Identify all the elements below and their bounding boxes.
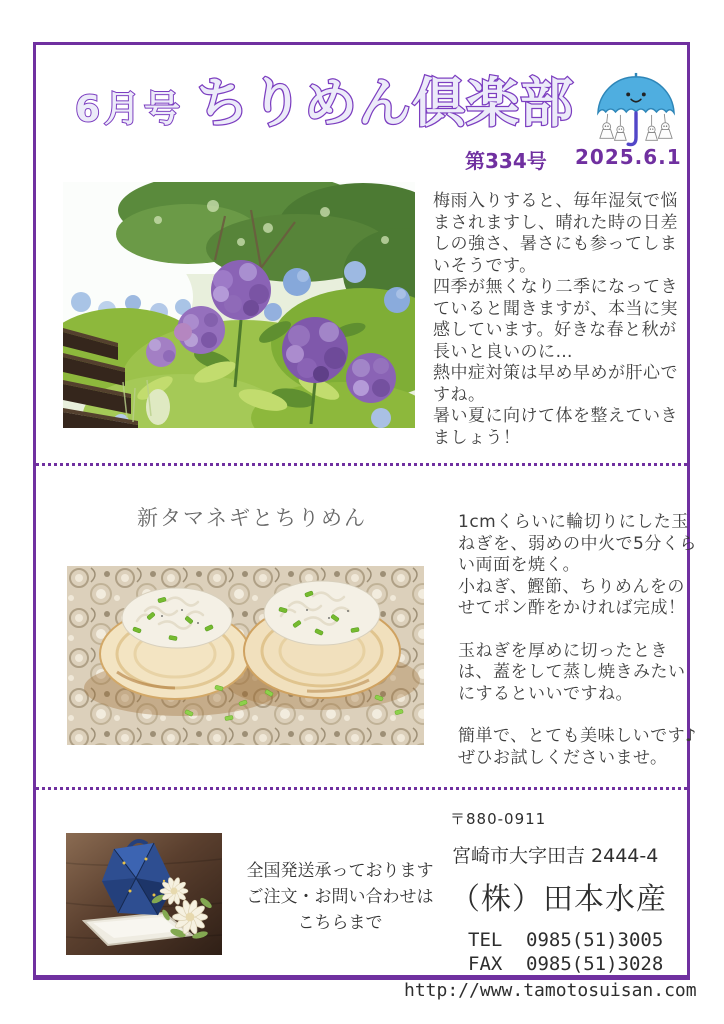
food-photo [67,566,424,745]
recipe-paragraph: 玉ねぎを厚めに切ったときは、蓋をして蒸し焼きみたいにするといいですね。 [458,640,686,704]
recipe-paragraph: 簡単で、とても美味しいです♪ [458,726,697,746]
shipping-note-line: こちらまで [297,913,383,933]
newsletter-title: ちりめん倶楽部 [196,73,574,134]
recipe-paragraph: 小ねぎ、鰹節、ちりめんをのせてポン酢をかければ完成！ [458,576,686,618]
fax-line [468,952,710,976]
fax-label: FAX [468,953,503,975]
recipe-closing [458,726,702,769]
greeting-paragraph: 暑い夏に向けて体を整えていきましょう！ [433,406,678,448]
recipe-paragraph: 1cmくらいに輪切りにした玉ねぎを、弱めの中火で5分くらい両面を焼く。 [458,512,697,575]
company-info [404,808,710,1001]
newsletter-page-frame [33,42,697,1001]
greeting-paragraph: 四季が無くなり二季になってきていると聞きますが、本当に実感しています。好きな春と秋が長いと良いのに… [433,277,678,362]
tel-label: TEL [468,929,503,951]
postal-code: 〒880-0911 [450,810,547,828]
shipping-note [210,858,470,936]
issue-month-label: 6月号 [75,89,185,130]
ornament-photo [66,833,222,955]
recipe-tip [458,641,702,706]
company-address: 宮崎市大字田吉 2444-4 [452,845,659,867]
shipping-note-line: ご注文・お問い合わせは [246,887,434,907]
recipe-steps [458,512,702,620]
issue-number: 第334号 [465,149,547,173]
dotted-divider-bottom [36,787,687,790]
umbrella-icon [592,71,680,153]
greeting-text [433,191,693,449]
recipe-title: 新タマネギとちりめん [137,506,367,530]
website-url: http://www.tamotosuisan.com [404,980,697,1001]
tel-line [468,928,710,952]
recipe-instructions [458,512,702,769]
dotted-divider-top [36,463,687,466]
fax-number: 0985(51)3028 [526,953,664,975]
greeting-paragraph: 熱中症対策は早め早めが肝心ですね。 [433,363,678,405]
issue-date: 2025.6.1 [575,145,682,169]
company-name: （株）田本水産 [450,882,667,917]
tel-number: 0985(51)3005 [526,929,664,951]
shipping-note-line: 全国発送承っております [246,861,434,881]
hydrangea-photo [63,182,415,428]
recipe-paragraph: ぜひお試しくださいませ。 [458,747,668,768]
greeting-paragraph: 梅雨入りすると、毎年湿気で悩まされますし、晴れた時の日差しの強さ、暑さにも参ってしまいそうです。 [433,191,678,276]
